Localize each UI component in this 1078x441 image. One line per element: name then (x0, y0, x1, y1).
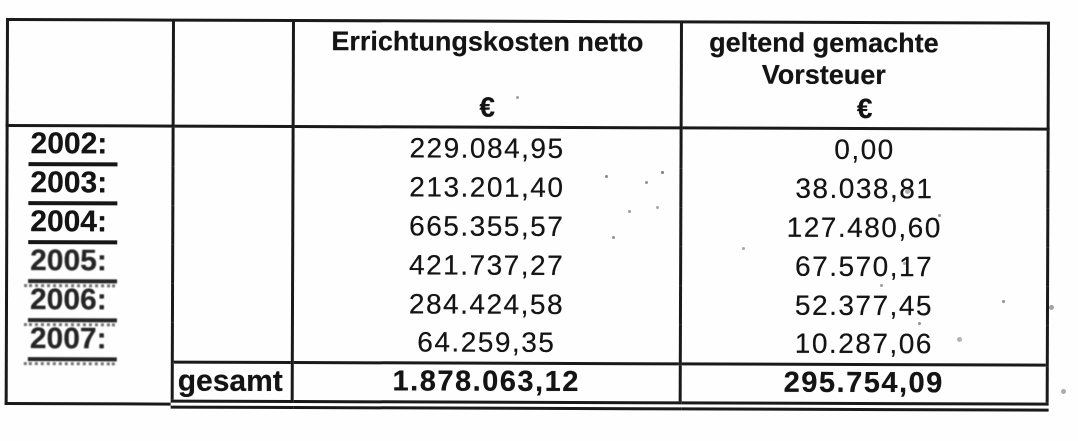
errichtungskosten-value: 213.201,40 (293, 167, 681, 207)
column-title-vorsteuer: geltend gemachte Vorsteuer (709, 27, 939, 91)
errichtungskosten-value: 665.355,57 (293, 206, 681, 246)
errichtungskosten-value: 229.084,95 (293, 127, 681, 169)
empty-cell (173, 245, 293, 284)
vorsteuer-value: 67.570,17 (681, 247, 1048, 287)
table-row-2004 (7, 205, 1048, 248)
header-cell-empty-year (7, 20, 173, 127)
year-label: 2002: (28, 127, 117, 166)
year-cell (7, 166, 173, 206)
total-errichtungskosten-value: 1.878.063,12 (292, 362, 680, 405)
table-row-2005 (7, 244, 1048, 287)
year-cell (6, 322, 172, 362)
cost-vat-table (5, 18, 1050, 412)
table-row-2003 (7, 166, 1048, 209)
year-cell (7, 244, 173, 284)
table-row-total (6, 361, 1047, 407)
year-cell (7, 126, 173, 167)
table-row-2002 (7, 126, 1048, 170)
errichtungskosten-value: 64.259,35 (292, 323, 680, 363)
year-label: 2003: (28, 166, 117, 205)
vorsteuer-value: 38.038,81 (681, 169, 1048, 209)
header-cell-vorsteuer (681, 22, 1048, 130)
euro-symbol-col3: € (479, 91, 496, 123)
euro-symbol-col4: € (856, 92, 873, 124)
empty-cell (6, 361, 172, 404)
scanned-document-page (5, 18, 1050, 412)
empty-cell (173, 206, 293, 245)
year-cell (7, 205, 173, 245)
year-label: 2007: (28, 322, 117, 361)
errichtungskosten-value: 284.424,58 (292, 284, 680, 324)
table-row-2007 (6, 322, 1047, 365)
empty-cell (172, 323, 292, 362)
year-label: 2004: (28, 205, 117, 244)
vorsteuer-value: 0,00 (681, 128, 1048, 170)
empty-cell (173, 126, 293, 167)
vorsteuer-value: 10.287,06 (680, 325, 1047, 365)
table-row-2006 (6, 283, 1047, 326)
header-cell-errichtungskosten (293, 21, 681, 129)
empty-cell (172, 284, 292, 323)
header-cell-empty-label (173, 20, 293, 127)
column-title-errichtungskosten: Errichtungskosten netto (331, 26, 644, 58)
year-cell (6, 283, 172, 323)
empty-cell (173, 167, 293, 206)
vorsteuer-value: 52.377,45 (680, 286, 1047, 326)
year-label: 2005: (28, 244, 117, 283)
total-label: gesamt (172, 362, 292, 404)
year-label: 2006: (28, 283, 117, 322)
total-vorsteuer-value: 295.754,09 (680, 364, 1047, 407)
table-header-row (7, 20, 1048, 130)
errichtungskosten-value: 421.737,27 (293, 245, 681, 285)
scan-noise-speckles (0, 0, 3, 3)
vorsteuer-value: 127.480,60 (681, 208, 1048, 248)
